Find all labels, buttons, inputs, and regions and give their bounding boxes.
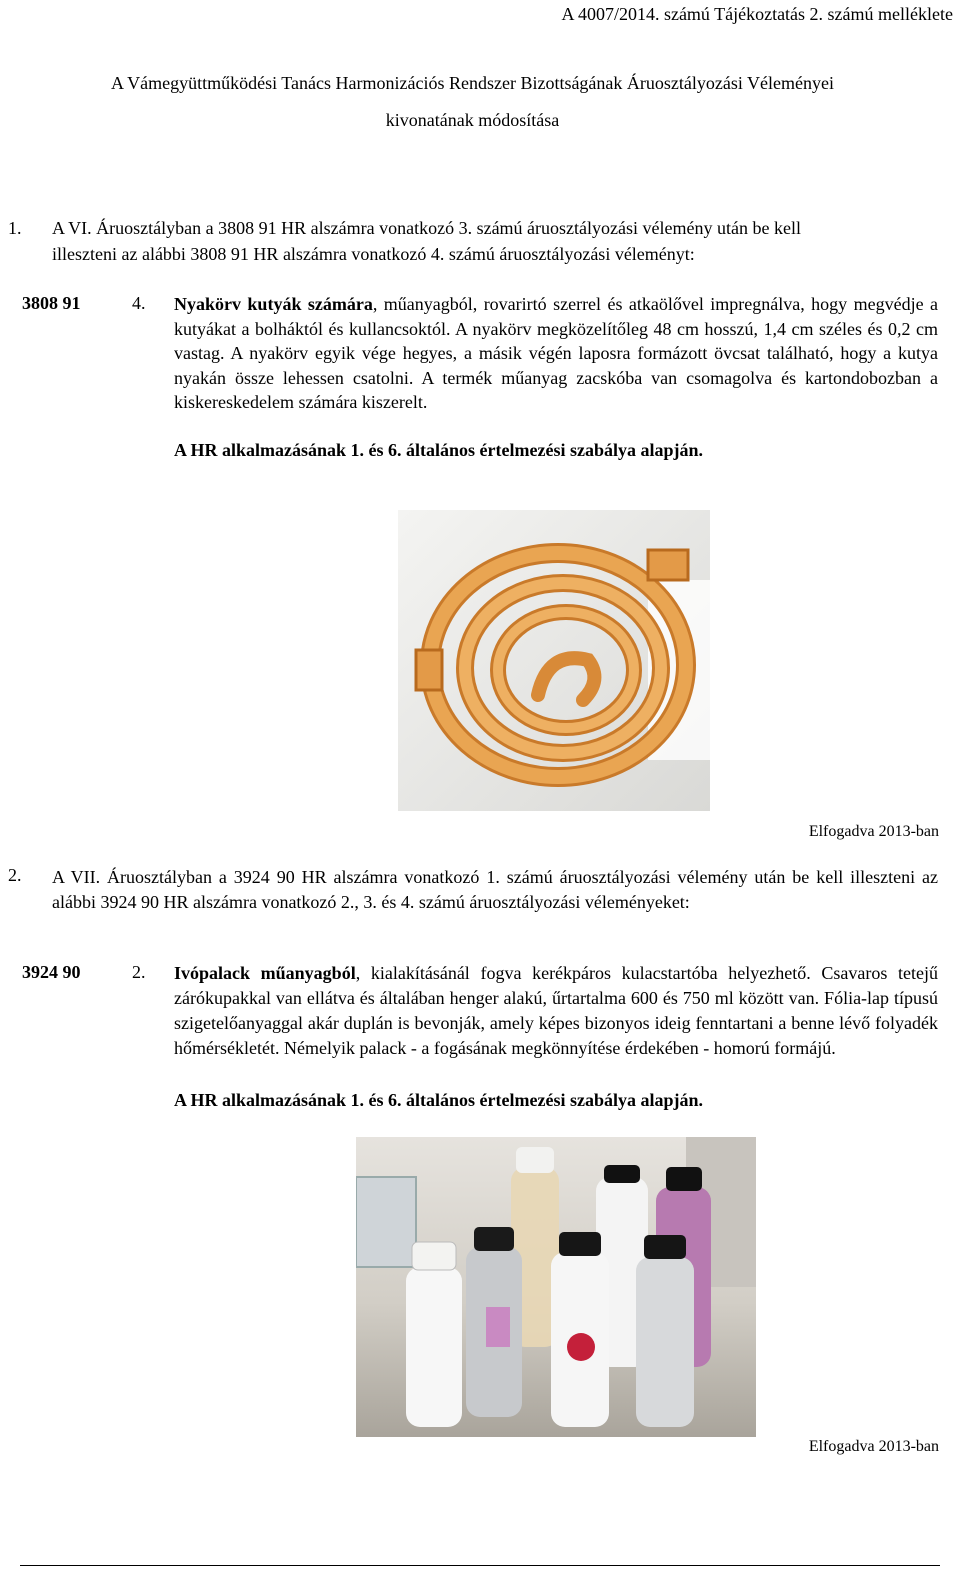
annex-reference: A 4007/2014. számú Tájékoztatás 2. számú melléklete [561, 4, 953, 24]
section1-item-name: Nyakörv kutyák számára [174, 294, 373, 314]
section2-number: 2. [8, 865, 22, 885]
dog-collar-photo [398, 510, 710, 811]
section1-adopted-note: Elfogadva 2013-ban [808, 823, 939, 840]
section1-intro-line1: A VI. Áruosztályban a 3808 91 HR alszámra vonatkozó 3. számú áruosztályozási vélemény után be kell [52, 218, 801, 238]
section2-item-description [174, 961, 938, 1061]
section2-item-name: Ivópalack műanyagból [174, 963, 356, 983]
section2-rule: A HR alkalmazásának 1. és 6. általános értelmezési szabálya alapján. [174, 1090, 703, 1110]
dog-collar-image [398, 510, 710, 811]
section1-item-text: , műanyagból, rovarirtó szerrel és atkaölővel impregnálva, hogy megvédje a kutyákat a bolháktól és kullancsoktól. A nyakörv megközelítőleg 48 cm hosszú, 1,4 cm széles és 0,2 cm vastag. A nyakörv egyik vége hegyes, a másik végén laposra formázott övcsat található, hogy a kutya nyakán össze lehessen csatolni. A termék műanyag zacskóba van csomagolva és kartondobozban a kiskereskedelem számára kiszerelt. [174, 294, 938, 412]
section1-number: 1. [8, 218, 22, 238]
page-title: A Vámegyüttműködési Tanács Harmonizációs Rendszer Bizottságának Áruosztályozási Véleményei [110, 73, 835, 93]
water-bottles-photo [356, 1137, 756, 1437]
section1-intro-line2: illeszteni az alábbi 3808 91 HR alszámra vonatkozó 4. számú áruosztályozási véleményt: [52, 244, 695, 264]
section2-adopted-note: Elfogadva 2013-ban [808, 1438, 939, 1455]
section1-item-description [174, 292, 938, 415]
section2-item-number: 2. [132, 962, 146, 982]
section2-hs-code: 3924 90 [22, 962, 81, 982]
section1-item-number: 4. [132, 293, 146, 313]
section1-hs-code: 3808 91 [22, 293, 81, 313]
section1-rule: A HR alkalmazásának 1. és 6. általános értelmezési szabálya alapján. [174, 440, 703, 460]
page-subtitle: kivonatának módosítása [385, 110, 560, 130]
section2-item-text: , kialakításánál fogva kerékpáros kulacstartóba helyezhető. Csavaros tetejű zárókupakkal van ellátva és általában henger alakú, űrtartalma 600 és 750 ml között van. Fólia-lap típusú szigetelőanyaggal akár duplán is bevonják, amely képes bizonyos ideig fenntartani a benne lévő folyadék hőmérsékletét. Némelyik palack - a fogásának megkönnyítése érdekében - homorú formájú. [174, 963, 939, 1058]
section2-intro: A VII. Áruosztályban a 3924 90 HR alszámra vonatkozó 1. számú áruosztályozási vélemény után be kell illeszteni az alábbi 3924 90 HR alszámra vonatkozó 2., 3. és 4. számú áruosztályozási véleményeket: [52, 867, 938, 912]
water-bottles-image [356, 1137, 756, 1437]
footer-divider [20, 1565, 940, 1566]
